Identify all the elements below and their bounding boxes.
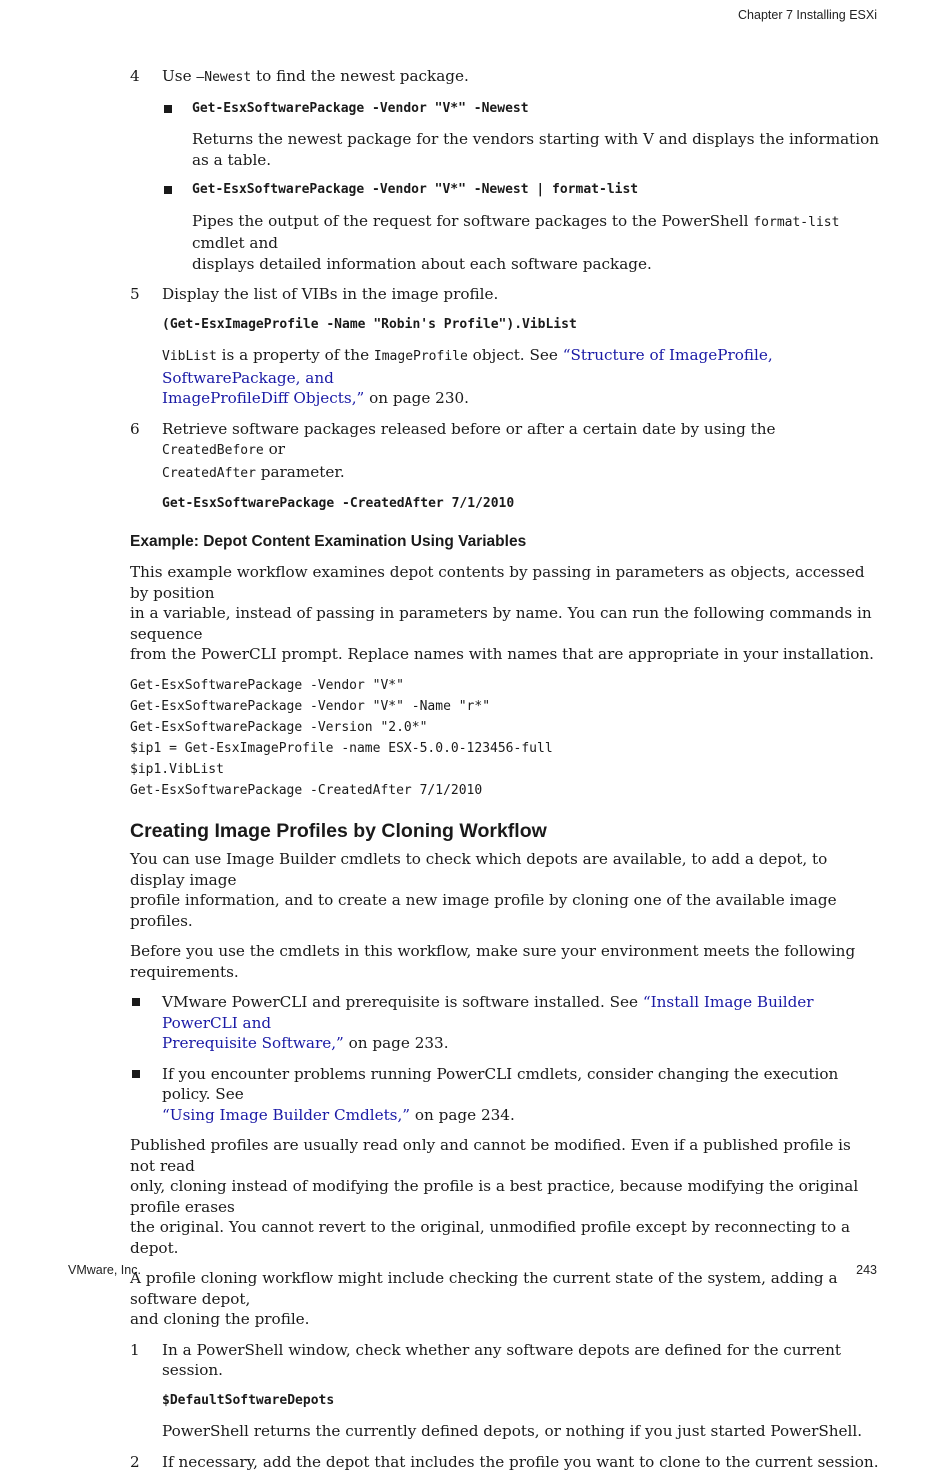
step-text: Use –Newest to find the newest package. [162, 66, 880, 89]
step-number: 1 [130, 1340, 140, 1361]
requirements-intro: Before you use the cmdlets in this workflow, make sure your environment meets the following requirements. [130, 941, 880, 982]
published-profiles-paragraph: Published profiles are usually read only and cannot be modified. Even if a published profile is not read only, cloning instead of modifying the profile is a best practice, because modifying the original profile erases the original. You cannot revert to the original, unmodified profile except by reconnecting to a depot. [130, 1135, 880, 1258]
bullet-marker [132, 1070, 140, 1078]
code-line: $ip1 = Get-EsxImageProfile -name ESX-5.0.0-123456-full [130, 738, 880, 759]
step-6 [130, 419, 880, 485]
requirement-item: VMware PowerCLI and prerequisite is software installed. See “Install Image Builder PowerCLI and Prerequisite Software,” on page 233. [130, 992, 880, 1054]
step-4 [130, 66, 880, 89]
code-line: $ip1.VibList [130, 759, 880, 780]
step-note: PowerShell returns the currently defined depots, or nothing if you just started PowerShell. [162, 1421, 880, 1442]
cross-reference-link[interactable]: ImageProfileDiff Objects,” [162, 389, 364, 407]
workflow-step-1 [130, 1340, 880, 1381]
step-note: VibList is a property of the ImageProfile object. See “Structure of ImageProfile, SoftwarePackage, and ImageProfileDiff Objects,” on page 230. [130, 345, 880, 409]
bullet-item [130, 180, 880, 201]
bullet-marker [164, 186, 172, 194]
code-line: Get-EsxSoftwarePackage -Version "2.0*" [130, 717, 880, 738]
requirement-item: If you encounter problems running PowerCLI cmdlets, consider changing the execution policy. See “Using Image Builder Cmdlets,” on page 234. [130, 1064, 880, 1126]
code-line: Get-EsxSoftwarePackage -Vendor "V*" -Name "r*" [130, 696, 880, 717]
step-number: 2 [130, 1452, 140, 1472]
workflow-paragraph: A profile cloning workflow might include checking the current state of the system, adding a software depot, and cloning the profile. [130, 1268, 880, 1330]
cross-reference-link[interactable]: “Structure of ImageProfile, SoftwarePackage, and [162, 346, 773, 387]
bullet-item [130, 99, 880, 120]
step-number: 4 [130, 66, 140, 87]
bullet-marker [132, 998, 140, 1006]
footer-company: VMware, Inc. [68, 1263, 141, 1277]
step-text: Display the list of VIBs in the image profile. [162, 284, 880, 305]
cross-reference-link[interactable]: “Install Image Builder PowerCLI and [162, 993, 814, 1032]
step-text: If necessary, add the depot that includes the profile you want to clone to the current session. [162, 1452, 880, 1472]
step-5 [130, 284, 880, 305]
cross-reference-link[interactable]: Prerequisite Software,” [162, 1034, 344, 1052]
cross-reference-link[interactable]: “Using Image Builder Cmdlets,” [162, 1106, 410, 1124]
step-number: 5 [130, 284, 140, 305]
code-block [130, 675, 880, 801]
command-description: Pipes the output of the request for software packages to the PowerShell format-list cmdlet and displays detailed information about each software package. [130, 211, 880, 275]
code-line: Get-EsxSoftwarePackage -Vendor "V*" [130, 675, 880, 696]
example-paragraph: This example workflow examines depot contents by passing in parameters as objects, accessed by position in a variable, instead of passing in parameters by name. You can run the following commands in sequence from the PowerCLI prompt. Replace names with names that are appropriate in your installation. [130, 562, 880, 665]
command-description: Returns the newest package for the vendors starting with V and displays the information as a table. [192, 129, 880, 170]
command-text: Get-EsxSoftwarePackage -Vendor "V*" -Newest [192, 99, 880, 120]
command-text: Get-EsxSoftwarePackage -Vendor "V*" -Newest | format-list [192, 180, 880, 201]
step-text: Retrieve software packages released before or after a certain date by using the CreatedBefore or [162, 419, 880, 462]
code-line: Get-EsxSoftwarePackage -CreatedAfter 7/1/2010 [130, 780, 880, 801]
page-content [130, 66, 880, 1472]
example-heading: Example: Depot Content Examination Using Variables [130, 532, 880, 553]
footer-page-number: 243 [856, 1263, 877, 1277]
command-text: $DefaultSoftwareDepots [162, 1391, 880, 1412]
running-header: Chapter 7 Installing ESXi [738, 8, 877, 22]
step-text: CreatedAfter parameter. [162, 462, 880, 485]
command-text: (Get-EsxImageProfile -Name "Robin's Profile").VibList [162, 315, 880, 336]
command-text: Get-EsxSoftwarePackage -CreatedAfter 7/1/2010 [162, 494, 880, 515]
step-number: 6 [130, 419, 140, 440]
bullet-marker [164, 105, 172, 113]
step-text: In a PowerShell window, check whether any software depots are defined for the current session. [162, 1340, 880, 1381]
intro-paragraph: You can use Image Builder cmdlets to check which depots are available, to add a depot, to display image profile information, and to create a new image profile by cloning one of the available image profiles. [130, 849, 880, 931]
workflow-step-2 [130, 1452, 880, 1472]
section-heading: Creating Image Profiles by Cloning Workflow [130, 821, 880, 842]
